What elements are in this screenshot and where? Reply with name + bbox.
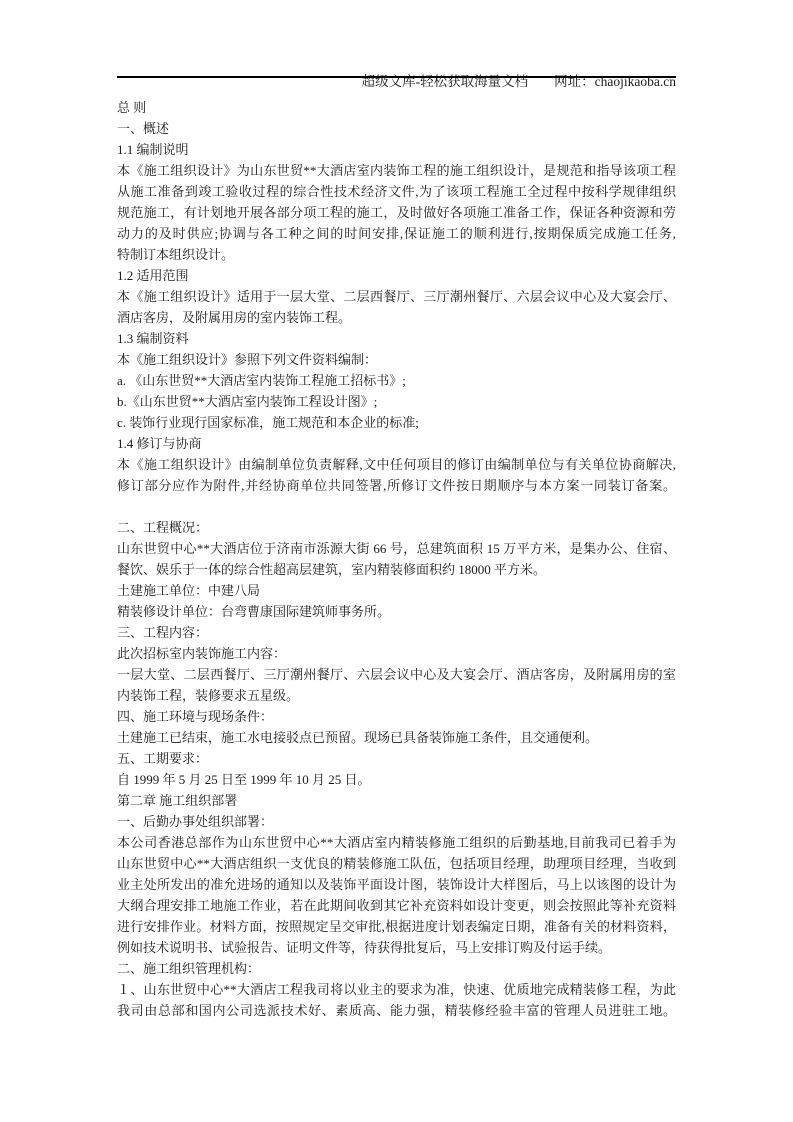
text-line: 特制订本组织设计。 [117, 247, 235, 262]
text-line: 进行安排作业。材料方面，按照规定呈交审批,根据进度计划表编定日期，准备有关的材料资料， [117, 919, 676, 934]
text-line: 修订部分应作为附件,并经协商单位共同签署,所修订文件按日期顺序与本方案一同装订备案。 [117, 478, 676, 493]
text-line: 本《施工组织设计》参照下列文件资料编制： [117, 352, 378, 367]
header-divider [117, 76, 676, 78]
text-line: a. 《山东世贸**大酒店室内装饰工程施工招标书》; [117, 373, 406, 388]
text-line: 一、后勤办事处组织部署： [117, 814, 274, 829]
text-line: 餐饮、娱乐于一体的综合性超高层建筑，室内精装修面积约 18000 平方米。 [117, 562, 547, 577]
text-line: 本《施工组织设计》为山东世贸**大酒店室内装饰工程的施工组织设计，是规范和指导该项工程 [117, 163, 676, 178]
text-line: 我司由总部和国内公司选派技术好、素质高、能力强，精装修经验丰富的管理人员进驻工地。 [117, 1003, 676, 1018]
text-line: 1.3 编制资料 [117, 331, 189, 346]
text-line: 酒店客房，及附属用房的室内装饰工程。 [117, 310, 352, 325]
text-line: 1.1 编制说明 [117, 142, 189, 157]
text-line: 1.4 修订与协商 [117, 436, 202, 451]
text-line: 规范施工，有计划地开展各部分项工程的施工，及时做好各项施工准备工作，保证各种资源和劳 [117, 205, 676, 220]
text-line: 动力的及时供应;协调与各工种之间的时间安排,保证施工的顺利进行,按期保质完成施工任务, [117, 226, 676, 241]
text-line: 本《施工组织设计》由编制单位负责解释,文中任何项目的修订由编制单位与有关单位协商解决, [117, 457, 676, 472]
text-line: 二、施工组织管理机构： [117, 961, 261, 976]
text-line: 1.2 适用范围 [117, 268, 189, 283]
text-line: 本公司香港总部作为山东世贸中心**大酒店室内精装修施工组织的后勤基地,目前我司已着手为 [117, 835, 676, 850]
text-line: c. 装饰行业现行国家标准，施工规范和本企业的标准; [117, 415, 419, 430]
text-line: 第二章 施工组织部署 [117, 793, 238, 808]
text-line: 一层大堂、二层西餐厅、三厅潮州餐厅、六层会议中心及大宴会厅、酒店客房，及附属用房的室 [117, 667, 676, 682]
text-line: 土建施工单位：中建八局 [117, 583, 261, 598]
text-line: b.《山东世贸**大酒店室内装饰工程设计图》; [117, 394, 378, 409]
header-site-label: 超级文库-轻松获取海量文档 [361, 74, 529, 89]
text-line: 业主处所发出的准允进场的通知以及装饰平面设计图，装饰设计大样图后，马上以该图的设计为 [117, 877, 676, 892]
text-line: 大纲合理安排工地施工作业，若在此期间收到其它补充资料如设计变更，则会按照此等补充资料 [117, 898, 676, 913]
text-line: 从施工准备到竣工验收过程的综合性技术经济文件,为了该项工程施工全过程中按科学规律组织 [117, 184, 676, 199]
document-body [117, 97, 676, 1021]
text-line: １、山东世贸中心**大酒店工程我司将以业主的要求为准，快速、优质地完成精装修工程，为此 [117, 982, 676, 997]
text-line: 自 1999 年 5 月 25 日至 1999 年 10 月 25 日。 [117, 772, 371, 787]
text-line: 内装饰工程，装修要求五星级。 [117, 688, 300, 703]
text-line: 五、工期要求： [117, 751, 209, 766]
text-line: 例如技术说明书、试验报告、证明文件等，待获得批复后，马上安排订购及付运手续。 [117, 940, 612, 955]
blank-line [117, 496, 676, 517]
text-line: 二、工程概况： [117, 520, 209, 535]
text-line: 此次招标室内装饰施工内容： [117, 646, 287, 661]
text-line: 本《施工组织设计》适用于一层大堂、二层西餐厅、三厅潮州餐厅、六层会议中心及大宴会厅、 [117, 289, 676, 304]
text-line: 土建施工已结束，施工水电接驳点已预留。现场已具备装饰施工条件，且交通便利。 [117, 730, 599, 745]
text-line: 三、工程内容： [117, 625, 209, 640]
text-line: 山东世贸中心**大酒店位于济南市泺源大街 66 号，总建筑面积 15 万平方米，是集办公、住宿、 [117, 541, 676, 556]
text-line: 山东世贸中心**大酒店组织一支优良的精装修施工队伍，包括项目经理，助理项目经理，当收到 [117, 856, 676, 871]
header-url-label: 网址：chaojikaoba.cn [554, 74, 676, 89]
text-line: 四、施工环境与现场条件： [117, 709, 274, 724]
text-line: 一、概述 [117, 121, 170, 136]
text-line: 总 则 [117, 100, 147, 115]
text-line: 精装修设计单位：台弯曹康国际建筑师事务所。 [117, 604, 391, 619]
